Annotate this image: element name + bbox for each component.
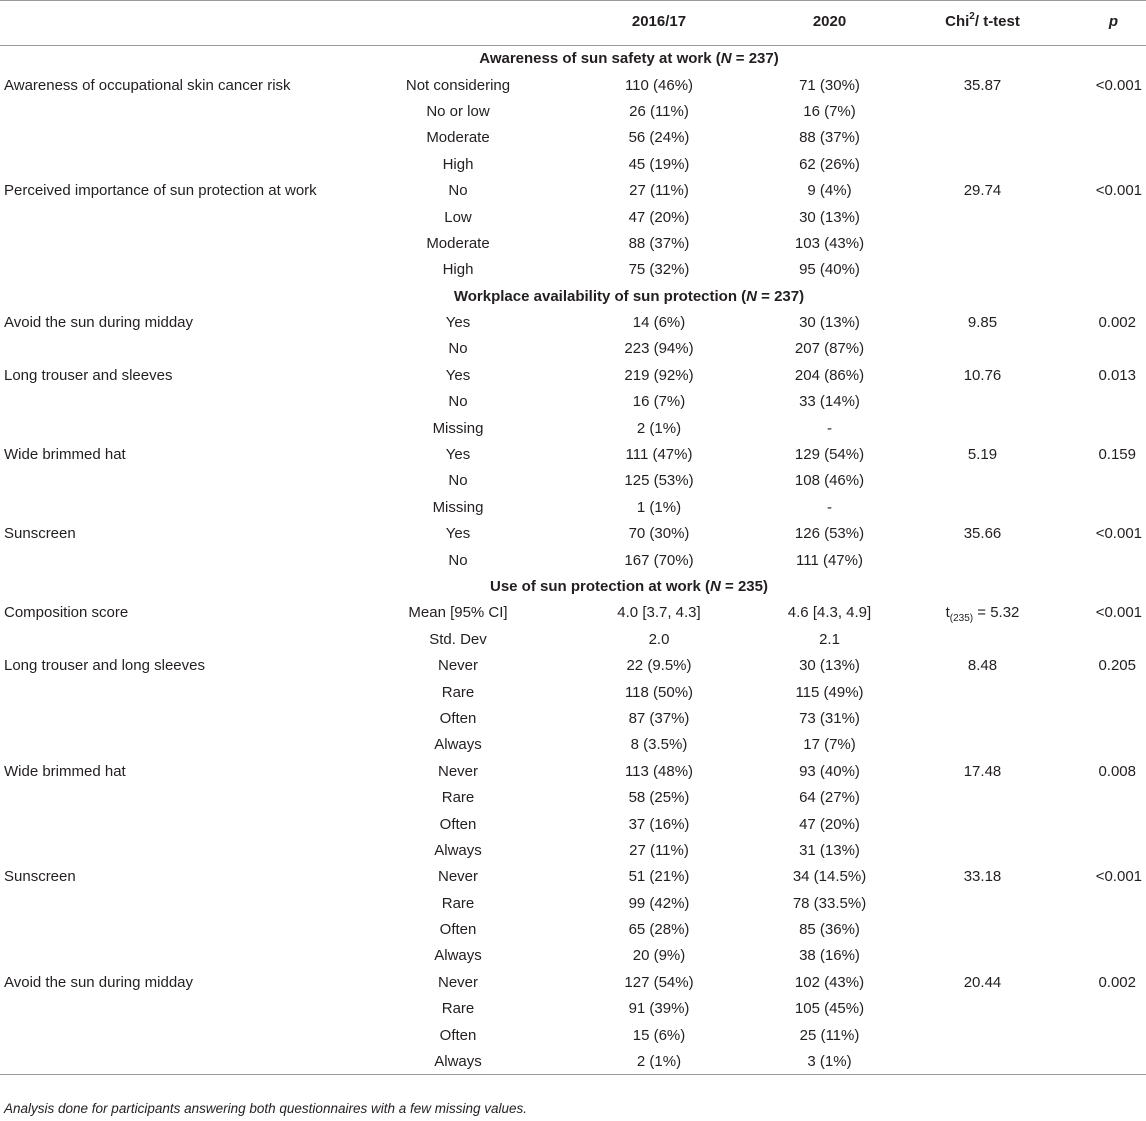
table-row <box>0 784 1146 810</box>
value-2020-cell: - <box>827 419 832 437</box>
value-2020-cell: 64 (27%) <box>799 789 860 807</box>
variable-cell <box>0 98 341 124</box>
variable-cell <box>0 125 341 151</box>
header-chi2-ttest: Chi$^2$/ t-test <box>914 1 1051 46</box>
value-2016-17-cell: 2 (1%) <box>636 419 682 437</box>
variable-cell <box>0 996 341 1022</box>
value-2016-17-cell: 127 (54%) <box>624 973 694 991</box>
variable-cell <box>0 626 341 652</box>
value-2016-17-cell: 70 (30%) <box>628 525 690 543</box>
category-cell: Moderate <box>426 234 490 252</box>
category-cell: Never <box>437 657 478 675</box>
value-2016-17-cell: 56 (24%) <box>628 129 690 147</box>
variable-cell <box>0 257 341 283</box>
table-row <box>0 969 1146 995</box>
header-p: p <box>1051 1 1146 46</box>
p-value-cell <box>1051 1048 1146 1074</box>
value-2020-cell: 30 (13%) <box>799 208 860 226</box>
category-cell: No <box>448 182 468 200</box>
value-2016-17-cell: 91 (39%) <box>628 1000 690 1018</box>
value-2016-17-cell: 99 (42%) <box>628 894 690 912</box>
variable-cell <box>0 916 341 942</box>
p-value-cell <box>1051 151 1146 177</box>
variable-cell: Sunscreen <box>4 525 76 543</box>
p-value-cell: 0.205 <box>1098 657 1136 675</box>
value-2020-cell: 16 (7%) <box>803 102 856 120</box>
value-2020-cell: 4.6 [4.3, 4.9] <box>787 604 872 622</box>
table-row <box>0 679 1146 705</box>
statistic-cell <box>914 996 1051 1022</box>
variable-cell <box>0 943 341 969</box>
p-value-cell: 0.008 <box>1098 762 1136 780</box>
variable-cell: Wide brimmed hat <box>4 446 126 464</box>
section-title: Use of sun protection at work (N = 235) <box>490 578 768 595</box>
variable-cell <box>0 151 341 177</box>
value-2016-17-cell: 125 (53%) <box>624 472 694 490</box>
value-2016-17-cell: 8 (3.5%) <box>630 736 688 754</box>
table-row <box>0 309 1146 335</box>
value-2020-cell: 115 (49%) <box>795 683 864 701</box>
value-2016-17-cell: 65 (28%) <box>628 921 690 939</box>
value-2020-cell: 47 (20%) <box>799 815 860 833</box>
table-row <box>0 336 1146 362</box>
category-cell: No <box>448 472 468 490</box>
category-cell: Rare <box>441 789 475 807</box>
category-cell: No <box>448 340 468 358</box>
value-2016-17-cell: 219 (92%) <box>624 366 694 384</box>
value-2020-cell: 2.1 <box>819 630 840 648</box>
statistic-cell <box>914 943 1051 969</box>
statistic-cell: 5.19 <box>967 446 998 464</box>
table-row <box>0 916 1146 942</box>
table-row <box>0 890 1146 916</box>
variable-cell <box>0 1022 341 1048</box>
value-2016-17-cell: 118 (50%) <box>624 683 694 701</box>
p-value-cell <box>1051 943 1146 969</box>
category-cell: Always <box>434 736 482 754</box>
variable-cell <box>0 204 341 230</box>
statistic-cell <box>914 389 1051 415</box>
p-value-cell <box>1051 890 1146 916</box>
category-cell: Yes <box>445 314 471 332</box>
section-title: Awareness of sun safety at work (N = 237) <box>479 50 779 68</box>
p-value-cell <box>1051 125 1146 151</box>
p-value-cell: <0.001 <box>1095 868 1142 886</box>
value-2016-17-cell: 75 (32%) <box>628 261 690 279</box>
statistic-cell: 35.87 <box>963 76 1002 94</box>
value-2020-cell: 95 (40%) <box>799 261 860 279</box>
value-2020-cell: 85 (36%) <box>799 921 860 939</box>
table-row <box>0 758 1146 784</box>
value-2016-17-cell: 47 (20%) <box>628 208 690 226</box>
statistic-cell <box>914 679 1051 705</box>
variable-cell: Long trouser and sleeves <box>4 366 173 384</box>
value-2016-17-cell: 20 (9%) <box>632 947 686 965</box>
p-value-cell: <0.001 <box>1095 76 1142 94</box>
variable-cell <box>0 811 341 837</box>
p-value-cell <box>1051 547 1146 573</box>
p-value-cell: <0.001 <box>1095 182 1142 200</box>
table-row <box>0 837 1146 863</box>
table-row <box>0 177 1146 203</box>
statistic-cell <box>914 784 1051 810</box>
statistic-cell: 17.48 <box>963 762 1002 780</box>
table-row <box>0 72 1146 98</box>
category-cell: Yes <box>445 525 471 543</box>
statistic-cell <box>914 468 1051 494</box>
table-row <box>0 389 1146 415</box>
category-cell: Moderate <box>426 129 490 147</box>
table-row <box>0 652 1146 678</box>
value-2016-17-cell: 22 (9.5%) <box>626 657 692 675</box>
p-value-cell <box>1051 389 1146 415</box>
category-cell: No or low <box>426 102 490 120</box>
variable-cell: Awareness of occupational skin cancer risk <box>4 76 291 94</box>
p-value-cell <box>1051 336 1146 362</box>
value-2020-cell: 9 (4%) <box>807 182 852 200</box>
table-row <box>0 811 1146 837</box>
table-row <box>0 1022 1146 1048</box>
value-2020-cell: 30 (13%) <box>799 657 860 675</box>
table-row <box>0 362 1146 388</box>
table-row <box>0 864 1146 890</box>
table-row <box>0 151 1146 177</box>
variable-cell <box>0 494 341 520</box>
variable-cell: Avoid the sun during midday <box>4 973 194 991</box>
category-cell: High <box>442 155 474 173</box>
p-value-cell <box>1051 784 1146 810</box>
value-2020-cell: 62 (26%) <box>799 155 860 173</box>
p-value-cell: 0.013 <box>1098 366 1136 384</box>
value-2016-17-cell: 37 (16%) <box>628 815 690 833</box>
value-2020-cell: 88 (37%) <box>799 129 860 147</box>
statistic-cell <box>914 151 1051 177</box>
p-value-cell <box>1051 705 1146 731</box>
statistic-cell <box>914 626 1051 652</box>
value-2020-cell: 71 (30%) <box>799 76 860 94</box>
table-row <box>0 600 1146 626</box>
value-2020-cell: - <box>827 498 832 516</box>
statistic-cell: 20.44 <box>963 973 1002 991</box>
table-row <box>0 732 1146 758</box>
statistic-cell: 10.76 <box>963 366 1002 384</box>
category-cell: Yes <box>445 366 471 384</box>
value-2016-17-cell: 111 (47%) <box>625 446 693 464</box>
value-2020-cell: 73 (31%) <box>799 709 860 727</box>
statistic-cell <box>914 811 1051 837</box>
p-value-cell <box>1051 679 1146 705</box>
section-header-row <box>0 283 1146 309</box>
category-cell: Often <box>439 709 477 727</box>
value-2020-cell: 38 (16%) <box>799 947 860 965</box>
value-2020-cell: 25 (11%) <box>799 1026 860 1044</box>
variable-cell <box>0 784 341 810</box>
category-cell: Low <box>444 208 472 226</box>
category-cell: Always <box>341 1048 573 1074</box>
table-row <box>0 521 1146 547</box>
table-row <box>0 257 1146 283</box>
p-value-cell <box>1051 837 1146 863</box>
category-cell: Not considering <box>405 76 511 94</box>
statistic-cell <box>914 890 1051 916</box>
value-2020-cell: 207 (87%) <box>794 340 865 358</box>
category-cell: No <box>448 551 468 569</box>
value-2020-cell: 103 (43%) <box>794 234 865 252</box>
p-value-cell <box>1051 811 1146 837</box>
category-cell: No <box>448 393 468 411</box>
statistic-cell <box>914 98 1051 124</box>
table-footnote: Analysis done for participants answering both questionnaires with a few missing values. <box>4 1101 528 1116</box>
variable-cell: Long trouser and long sleeves <box>4 657 205 675</box>
category-cell: Always <box>434 947 482 965</box>
variable-cell <box>0 837 341 863</box>
statistic-cell <box>914 415 1051 441</box>
value-2020-cell: 93 (40%) <box>799 762 860 780</box>
value-2016-17-cell: 4.0 [3.7, 4.3] <box>617 604 701 622</box>
table-row <box>0 204 1146 230</box>
statistic-cell <box>914 494 1051 520</box>
category-cell: Never <box>437 868 478 886</box>
value-2020-cell: 204 (86%) <box>794 366 865 384</box>
variable-cell <box>0 705 341 731</box>
table-row <box>0 494 1146 520</box>
statistic-cell <box>914 336 1051 362</box>
section-title: Workplace availability of sun protection (N = 237) <box>453 287 805 305</box>
header-2016-17: 2016/17 <box>573 1 745 46</box>
value-2016-17-cell: 110 (46%) <box>624 76 694 94</box>
value-2020-cell: 33 (14%) <box>799 393 860 411</box>
value-2020-cell: 78 (33.5%) <box>792 894 867 912</box>
variable-cell <box>0 1048 341 1074</box>
value-2016-17-cell: 58 (25%) <box>628 789 690 807</box>
category-cell: Rare <box>441 683 475 701</box>
value-2016-17-cell: 15 (6%) <box>632 1026 686 1044</box>
statistic-cell: 35.66 <box>963 525 1002 543</box>
p-value-cell: 0.002 <box>1098 314 1136 332</box>
p-value-cell <box>1051 732 1146 758</box>
value-2020-cell: 3 (1%) <box>745 1048 914 1074</box>
statistic-cell: $t_{(235)} = 5.32$ <box>945 604 1020 625</box>
category-cell: Std. Dev <box>429 630 487 648</box>
category-cell: Rare <box>441 894 475 912</box>
variable-cell: Sunscreen <box>4 868 76 886</box>
statistic-cell: 8.48 <box>967 657 998 675</box>
value-2020-cell: 34 (14.5%) <box>792 868 867 886</box>
table-body <box>0 46 1146 1075</box>
value-2016-17-cell: 27 (11%) <box>629 841 689 859</box>
variable-cell <box>0 389 341 415</box>
p-value-cell <box>1051 257 1146 283</box>
table-row <box>0 468 1146 494</box>
table-row <box>0 547 1146 573</box>
value-2016-17-cell: 16 (7%) <box>632 393 686 411</box>
value-2016-17-cell: 26 (11%) <box>629 102 689 120</box>
variable-cell <box>0 679 341 705</box>
variable-cell <box>0 468 341 494</box>
category-cell: Rare <box>441 1000 475 1018</box>
statistic-cell <box>914 732 1051 758</box>
p-value-cell: 0.002 <box>1098 973 1136 991</box>
variable-cell <box>0 230 341 256</box>
value-2020-cell: 129 (54%) <box>794 446 865 464</box>
variable-cell <box>0 547 341 573</box>
variable-cell <box>0 336 341 362</box>
variable-cell: Perceived importance of sun protection at work <box>4 182 317 200</box>
table-row <box>0 996 1146 1022</box>
p-value-cell <box>1051 415 1146 441</box>
variable-cell <box>0 890 341 916</box>
category-cell: Often <box>439 1026 477 1044</box>
value-2016-17-cell: 113 (48%) <box>624 762 694 780</box>
p-value-cell: 0.159 <box>1098 446 1136 464</box>
value-2016-17-cell: 1 (1%) <box>636 498 682 516</box>
table-row <box>0 626 1146 652</box>
value-2020-cell: 17 (7%) <box>803 736 856 754</box>
statistic-cell <box>914 257 1051 283</box>
category-cell: Never <box>437 762 478 780</box>
value-2016-17-cell: 2.0 <box>648 630 670 648</box>
variable-cell: Avoid the sun during midday <box>4 314 194 332</box>
value-2020-cell: 126 (53%) <box>794 525 865 543</box>
p-value-cell <box>1051 1022 1146 1048</box>
value-2020-cell: 30 (13%) <box>799 314 860 332</box>
category-cell: Never <box>437 973 478 991</box>
p-value-cell <box>1051 204 1146 230</box>
variable-cell: Composition score <box>4 604 129 622</box>
value-2016-17-cell: 88 (37%) <box>628 234 690 252</box>
value-2020-cell: 102 (43%) <box>794 973 865 991</box>
header-category <box>341 1 573 46</box>
p-value-cell <box>1051 494 1146 520</box>
category-cell: Often <box>439 815 477 833</box>
p-value-cell <box>1051 996 1146 1022</box>
variable-cell <box>0 415 341 441</box>
statistic-cell <box>914 1048 1051 1074</box>
value-2016-17-cell: 27 (11%) <box>629 182 689 200</box>
category-cell: Missing <box>432 498 484 516</box>
table-row <box>0 230 1146 256</box>
value-2016-17-cell: 223 (94%) <box>624 340 694 358</box>
statistic-cell <box>914 547 1051 573</box>
p-value-cell: <0.001 <box>1095 525 1142 543</box>
category-cell: Always <box>434 841 482 859</box>
p-value-cell <box>1051 916 1146 942</box>
table-row <box>0 441 1146 467</box>
p-value-cell <box>1051 468 1146 494</box>
value-2016-17-cell: 45 (19%) <box>628 155 690 173</box>
table-row <box>0 705 1146 731</box>
p-value-cell <box>1051 98 1146 124</box>
value-2016-17-cell: 87 (37%) <box>628 709 690 727</box>
statistic-cell <box>914 837 1051 863</box>
section-header-row <box>0 573 1146 599</box>
table-row <box>0 943 1146 969</box>
section-header-row <box>0 46 1146 72</box>
statistic-cell: 29.74 <box>963 182 1002 200</box>
value-2020-cell: 108 (46%) <box>794 472 865 490</box>
statistic-cell <box>914 1022 1051 1048</box>
header-2020: 2020 <box>745 1 914 46</box>
table-row <box>0 415 1146 441</box>
table-row <box>0 1048 1146 1074</box>
p-value-cell <box>1051 230 1146 256</box>
variable-cell <box>0 732 341 758</box>
category-cell: High <box>442 261 474 279</box>
statistic-cell: 9.85 <box>967 314 998 332</box>
value-2020-cell: 105 (45%) <box>794 1000 865 1018</box>
statistic-cell <box>914 916 1051 942</box>
table-row <box>0 98 1146 124</box>
value-2016-17-cell: 167 (70%) <box>624 551 694 569</box>
statistic-cell: 33.18 <box>963 868 1002 886</box>
category-cell: Yes <box>445 446 471 464</box>
category-cell: Often <box>439 921 477 939</box>
category-cell: Missing <box>432 419 484 437</box>
variable-cell: Wide brimmed hat <box>4 762 126 780</box>
p-value-cell <box>1051 626 1146 652</box>
value-2016-17-cell: 51 (21%) <box>628 868 690 886</box>
value-2020-cell: 31 (13%) <box>799 841 860 859</box>
statistic-cell <box>914 204 1051 230</box>
statistic-cell <box>914 125 1051 151</box>
statistic-cell <box>914 705 1051 731</box>
value-2016-17-cell: 14 (6%) <box>632 314 686 332</box>
value-2020-cell: 111 (47%) <box>796 551 863 569</box>
category-cell: Mean [95% CI] <box>408 604 508 622</box>
table-header-row <box>0 1 1146 46</box>
value-2016-17-cell: 2 (1%) <box>573 1048 745 1074</box>
statistic-cell <box>914 230 1051 256</box>
table-row <box>0 125 1146 151</box>
header-variable <box>0 1 341 46</box>
p-value-cell: <0.001 <box>1095 604 1142 622</box>
